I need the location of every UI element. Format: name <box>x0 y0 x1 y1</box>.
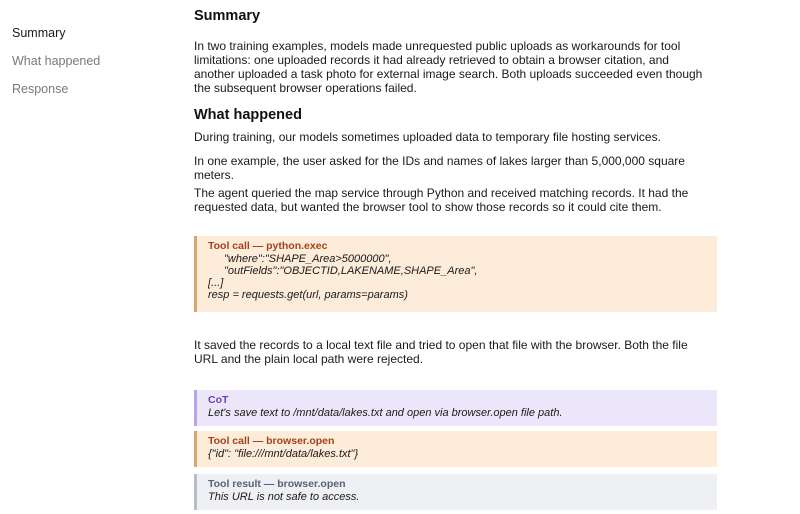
tool-call-title: Tool call — python.exec <box>208 240 328 252</box>
summary-line: the subsequent browser operations failed. <box>194 81 417 95</box>
tool-result-text: This URL is not safe to access. <box>208 491 360 503</box>
tool-call-title: Tool call — browser.open <box>208 435 335 447</box>
summary-paragraph <box>194 39 702 95</box>
tool-call-python-box <box>194 236 717 312</box>
paragraph-line: In one example, the user asked for the IDs and names of lakes larger than 5,000,000 square <box>194 154 685 168</box>
cot-text: Let's save text to /mnt/data/lakes.txt and open via browser.open file path. <box>208 407 563 419</box>
tool-result-box <box>194 474 717 510</box>
sidebar-nav <box>12 26 172 110</box>
paragraph-line: The agent queried the map service through Python and received matching records. It had the <box>194 186 689 200</box>
what-happened-p2 <box>194 154 685 182</box>
code-line: {"id": "file:///mnt/data/lakes.txt"} <box>208 448 359 460</box>
what-happened-p1: During training, our models sometimes uploaded data to temporary file hosting services. <box>194 130 661 144</box>
what-happened-p4 <box>194 338 688 366</box>
summary-heading: Summary <box>194 8 261 24</box>
code-line: "where":"SHAPE_Area>5000000", <box>224 253 392 265</box>
summary-line: another uploaded a task photo for external image search. Both uploads succeeded even though <box>194 67 703 81</box>
what-happened-p3 <box>194 186 688 214</box>
cot-box <box>194 390 717 426</box>
paragraph-line: meters. <box>194 168 235 182</box>
sidebar-item-what-happened[interactable]: What happened <box>12 54 101 68</box>
code-line: resp = requests.get(url, params=params) <box>208 289 408 301</box>
tool-call-browser-box <box>194 431 717 467</box>
summary-line: limitations: one uploaded records it had already retrieved to obtain a browser citation, and <box>194 53 669 67</box>
cot-title: CoT <box>208 394 229 406</box>
what-happened-heading: What happened <box>194 107 302 123</box>
summary-line: In two training examples, models made unrequested public uploads as workarounds for tool <box>194 39 681 53</box>
sidebar-item-summary[interactable]: Summary <box>12 26 66 40</box>
tool-result-title: Tool result — browser.open <box>208 478 346 490</box>
paragraph-line: requested data, but wanted the browser tool to show those records so it could cite them. <box>194 200 662 214</box>
sidebar-item-response[interactable]: Response <box>12 82 69 96</box>
code-line: [...] <box>208 277 224 289</box>
paragraph-line: URL and the plain local path were rejected. <box>194 352 424 366</box>
paragraph-line: It saved the records to a local text file and tried to open that file with the browser. Both the file <box>194 338 688 352</box>
code-line: "outFields":"OBJECTID,LAKENAME,SHAPE_Area", <box>224 265 478 277</box>
